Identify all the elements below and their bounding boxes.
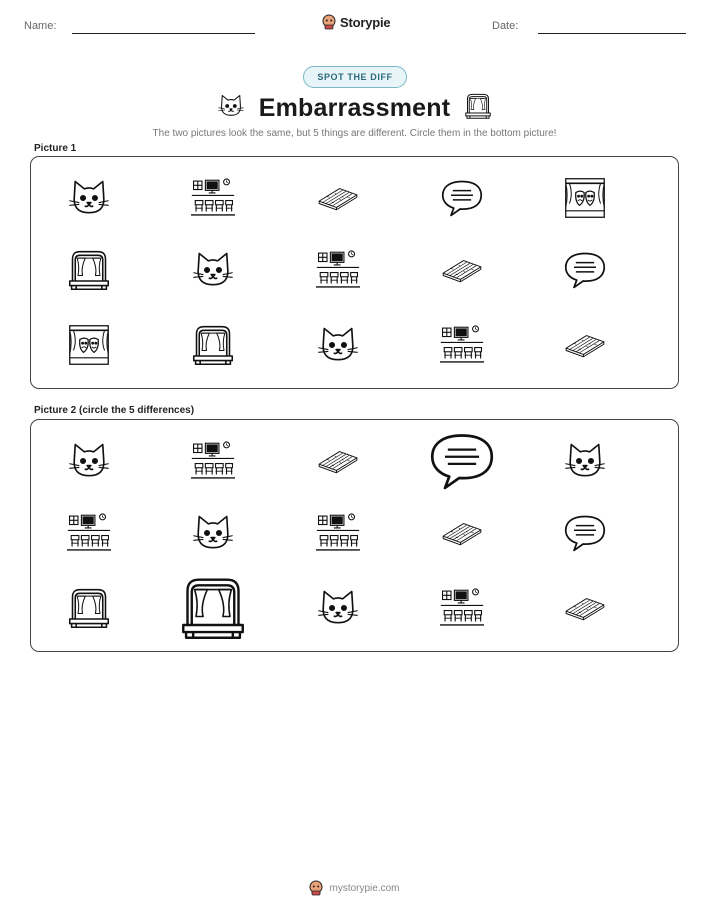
wood-planks-icon[interactable] xyxy=(316,439,360,483)
wood-planks-icon xyxy=(563,323,607,367)
mascot-icon xyxy=(322,14,336,30)
classroom-icon[interactable] xyxy=(440,586,484,630)
name-line[interactable] xyxy=(72,33,255,34)
wood-planks-icon[interactable] xyxy=(563,586,607,630)
stage-icon xyxy=(67,248,111,292)
date-label: Date: xyxy=(492,20,519,32)
picture-2-label: Picture 2 (circle the 5 differences) xyxy=(34,405,195,416)
cat-icon xyxy=(191,248,235,292)
classroom-icon[interactable] xyxy=(316,511,360,555)
mascot-icon xyxy=(309,880,323,896)
theater-masks-icon xyxy=(563,176,607,220)
footer-url[interactable]: mystorypie.com xyxy=(329,882,400,894)
classroom-icon xyxy=(316,248,360,292)
speech-bubble-icon[interactable] xyxy=(563,511,607,555)
speech-bubble-icon[interactable] xyxy=(428,427,496,495)
brand-name: Storypie xyxy=(340,14,391,30)
stage-icon[interactable] xyxy=(179,574,247,642)
picture-1-panel xyxy=(30,156,679,389)
spot-the-diff-badge: SPOT THE DIFF xyxy=(303,66,407,88)
cat-icon[interactable] xyxy=(191,511,235,555)
wood-planks-icon xyxy=(440,248,484,292)
date-line[interactable] xyxy=(538,33,686,34)
picture-2-panel[interactable] xyxy=(30,419,679,652)
stage-icon[interactable] xyxy=(67,586,111,630)
cat-icon[interactable] xyxy=(563,439,607,483)
page-title: Embarrassment xyxy=(258,94,451,122)
speech-bubble-icon xyxy=(563,248,607,292)
theater-masks-icon xyxy=(67,323,111,367)
speech-bubble-icon xyxy=(440,176,484,220)
title-row xyxy=(0,92,709,125)
storypie-logo xyxy=(322,14,390,30)
wood-planks-icon[interactable] xyxy=(440,511,484,555)
cat-icon[interactable] xyxy=(67,439,111,483)
picture-1-label: Picture 1 xyxy=(34,143,77,154)
cat-icon xyxy=(316,323,360,367)
footer xyxy=(0,880,709,896)
stage-icon xyxy=(191,323,235,367)
wood-planks-icon xyxy=(316,176,360,220)
cat-icon[interactable] xyxy=(316,586,360,630)
instructions: The two pictures look the same, but 5 things are different. Circle them in the bottom picture! xyxy=(152,128,557,139)
classroom-icon xyxy=(440,323,484,367)
cat-icon xyxy=(67,176,111,220)
name-label: Name: xyxy=(24,20,57,32)
classroom-icon[interactable] xyxy=(67,511,111,555)
classroom-icon xyxy=(191,176,235,220)
stage-icon xyxy=(464,92,492,125)
classroom-icon[interactable] xyxy=(191,439,235,483)
cat-icon xyxy=(217,92,245,125)
